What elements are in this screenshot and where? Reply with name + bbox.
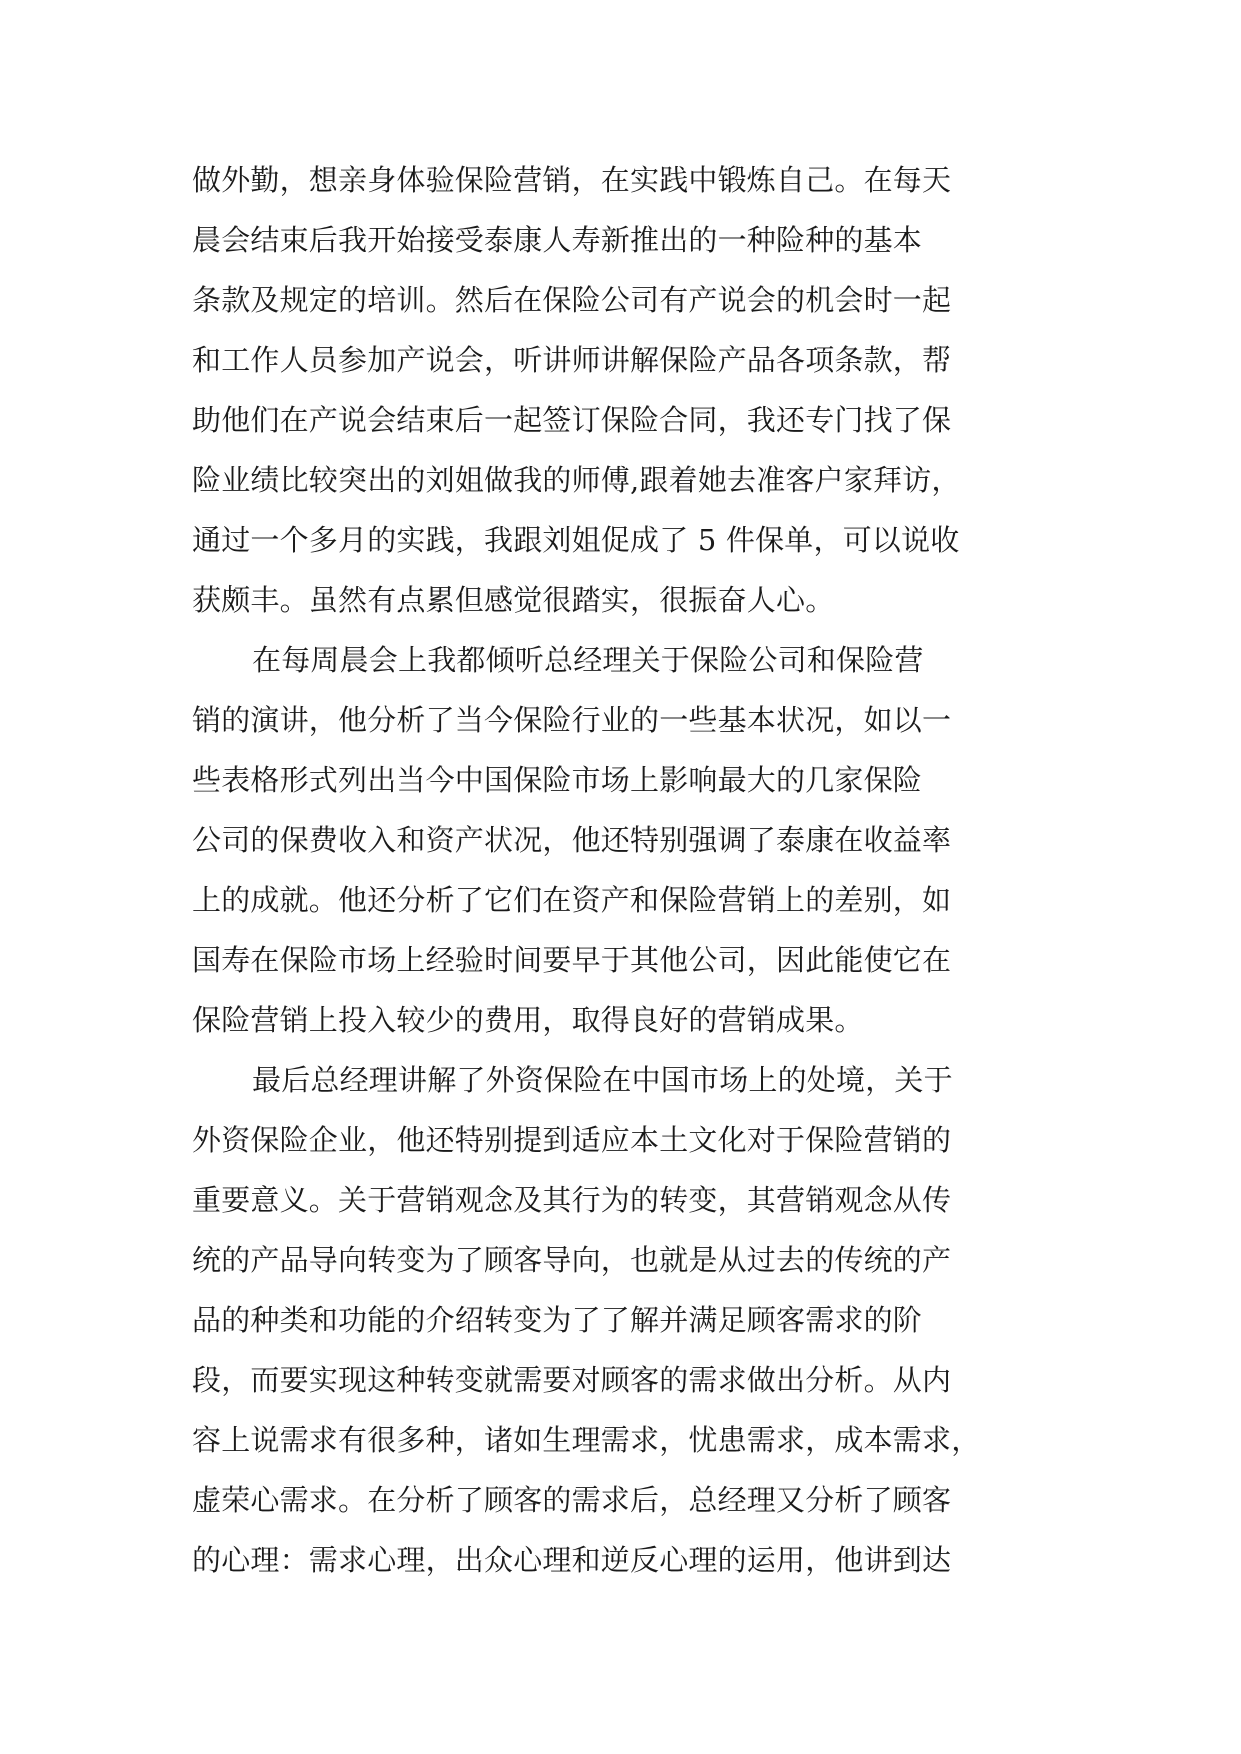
text-line: 销的演讲，他分析了当今保险行业的一些基本状况，如以一 bbox=[192, 703, 952, 737]
text-line: 虚荣心需求。在分析了顾客的需求后，总经理又分析了顾客 bbox=[192, 1483, 952, 1517]
text-line: 重要意义。关于营销观念及其行为的转变，其营销观念从传 bbox=[192, 1183, 952, 1217]
text-line: 些表格形式列出当今中国保险市场上影响最大的几家保险 bbox=[192, 763, 923, 797]
text-line: 上的成就。他还分析了它们在资产和保险营销上的差别，如 bbox=[192, 883, 952, 917]
text-line: 和工作人员参加产说会，听讲师讲解保险产品各项条款，帮 bbox=[192, 343, 952, 377]
text-line: 的心理：需求心理，出众心理和逆反心理的运用，他讲到达 bbox=[192, 1543, 952, 1577]
text-line: 险业绩比较突出的刘姐做我的师傅,跟着她去准客户家拜访， bbox=[192, 463, 961, 497]
text-line: 国寿在保险市场上经验时间要早于其他公司，因此能使它在 bbox=[192, 943, 952, 977]
text-line: 段，而要实现这种转变就需要对顾客的需求做出分析。从内 bbox=[192, 1363, 952, 1397]
text-line: 容上说需求有很多种，诸如生理需求，忧患需求，成本需求， bbox=[192, 1423, 981, 1457]
text-line: 做外勤，想亲身体验保险营销，在实践中锻炼自己。在每天 bbox=[192, 163, 952, 197]
text-line: 外资保险企业，他还特别提到适应本土文化对于保险营销的 bbox=[192, 1123, 952, 1157]
text-line: 品的种类和功能的介绍转变为了了解并满足顾客需求的阶 bbox=[192, 1303, 923, 1337]
text-line: 保险营销上投入较少的费用，取得良好的营销成果。 bbox=[192, 1003, 864, 1037]
text-line: 通过一个多月的实践，我跟刘姐促成了 5 件保单，可以说收 bbox=[192, 523, 960, 557]
paragraph-first-line: 在每周晨会上我都倾听总经理关于保险公司和保险营 bbox=[252, 643, 924, 677]
text-line: 公司的保费收入和资产状况，他还特别强调了泰康在收益率 bbox=[192, 823, 952, 857]
paragraph-first-line: 最后总经理讲解了外资保险在中国市场上的处境，关于 bbox=[252, 1063, 953, 1097]
text-line: 获颇丰。虽然有点累但感觉很踏实，很振奋人心。 bbox=[192, 583, 835, 617]
text-line: 条款及规定的培训。然后在保险公司有产说会的机会时一起 bbox=[192, 283, 952, 317]
text-line: 统的产品导向转变为了顾客导向，也就是从过去的传统的产 bbox=[192, 1243, 952, 1277]
text-line: 助他们在产说会结束后一起签订保险合同，我还专门找了保 bbox=[192, 403, 952, 437]
text-line: 晨会结束后我开始接受泰康人寿新推出的一种险种的基本 bbox=[192, 223, 923, 257]
